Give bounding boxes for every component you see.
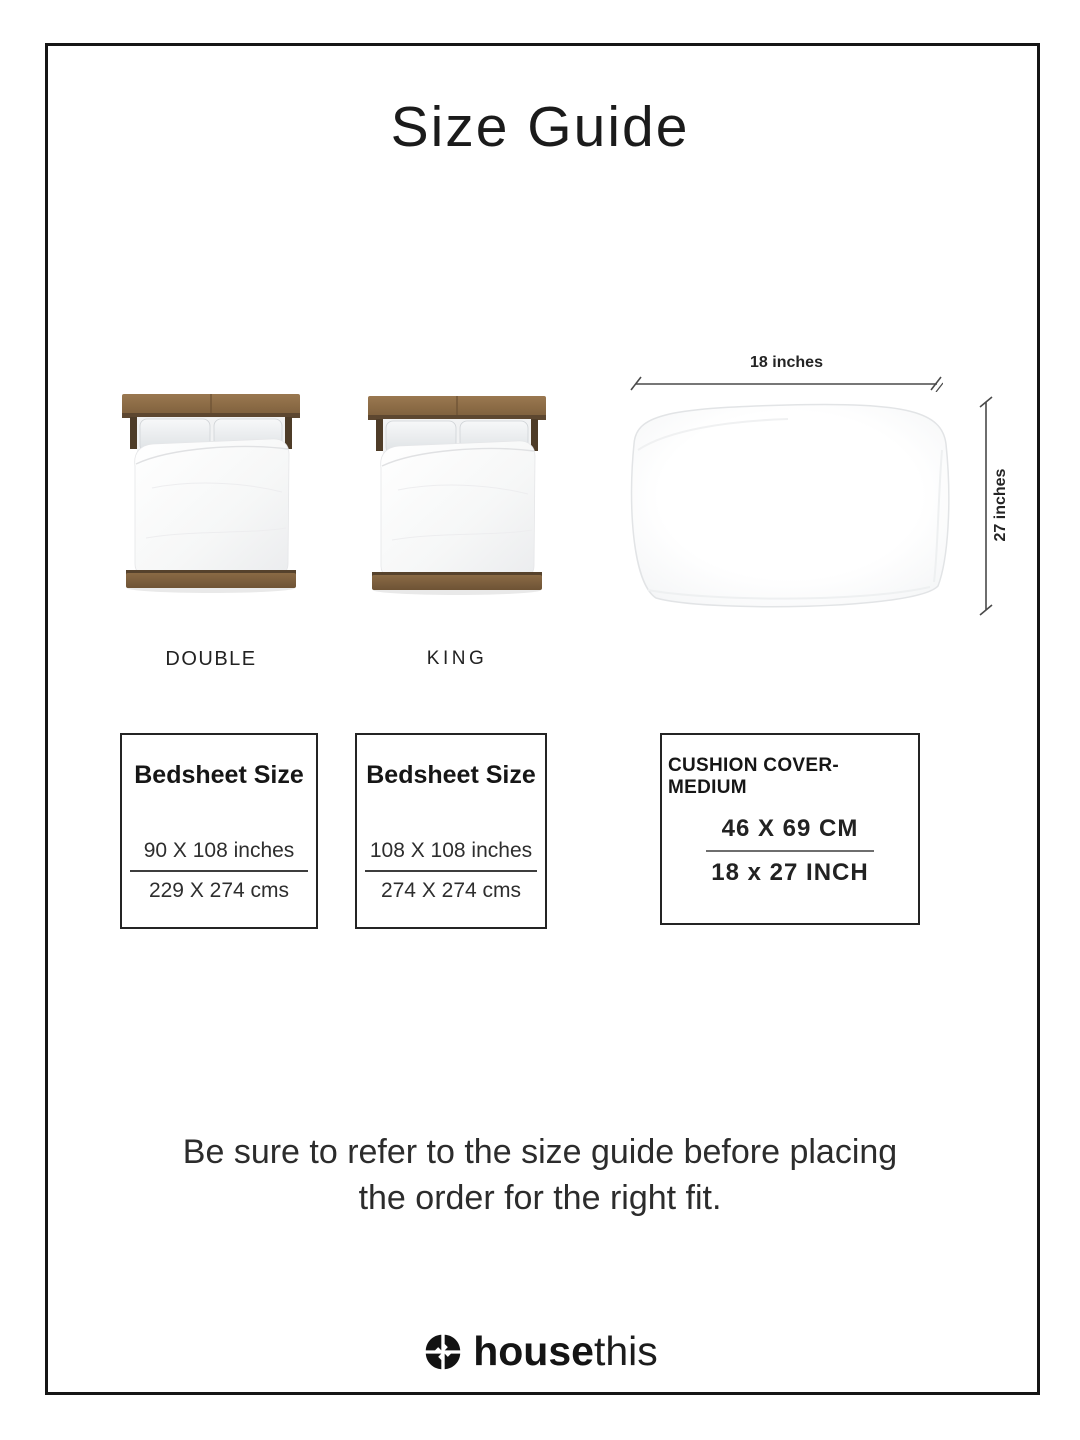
size-cms: 229 X 274 cms: [148, 879, 290, 902]
bedsheet-size-box-title: Bedsheet Size: [134, 761, 304, 789]
page-title: Size Guide: [390, 95, 690, 159]
pillow-width-dimension-line: [630, 374, 943, 392]
size-inches: 90 X 108 inches: [143, 839, 295, 862]
bedsheet-size-box-title: Bedsheet Size: [366, 761, 536, 789]
note-line-2: the order for the right fit.: [358, 1178, 722, 1217]
king-bed-topview-illustration: [368, 388, 546, 596]
bedsheet-size-values: [363, 839, 539, 903]
bedsheet-size-box-king: [355, 733, 547, 929]
size-guide-note: [0, 1130, 1080, 1222]
cushion-cover-box-title: CUSHION COVER- MEDIUM: [668, 755, 839, 798]
cushion-size-values: [668, 815, 912, 887]
size-cms: 274 X 274 cms: [380, 879, 522, 902]
pillow-height-label: 27 inches: [992, 468, 1009, 542]
size-inches: 108 X 108 inches: [369, 839, 533, 862]
pillow-width-label: 18 inches: [750, 354, 823, 371]
brand-logo: [0, 1328, 1080, 1375]
double-bed-label: DOUBLE: [165, 648, 257, 670]
note-line-1: Be sure to refer to the size guide before placing: [182, 1133, 898, 1171]
cushion-cover-size-box: [660, 733, 920, 925]
size-cm: 46 X 69 CM: [721, 815, 859, 842]
brand-name-bold: house: [473, 1328, 594, 1374]
size-inch: 18 x 27 INCH: [711, 859, 869, 886]
pillow-width-dimension: [630, 354, 943, 397]
brand-wordmark: [473, 1328, 658, 1375]
double-bed-topview-illustration: [122, 386, 300, 594]
bedsheet-size-values: [128, 839, 310, 903]
housethis-pinwheel-icon: [422, 1331, 464, 1373]
cushion-insert-illustration: [608, 390, 974, 618]
bedsheet-size-box-double: [120, 733, 318, 929]
king-bed-label: KING: [426, 648, 488, 669]
brand-name-light: this: [593, 1328, 658, 1374]
